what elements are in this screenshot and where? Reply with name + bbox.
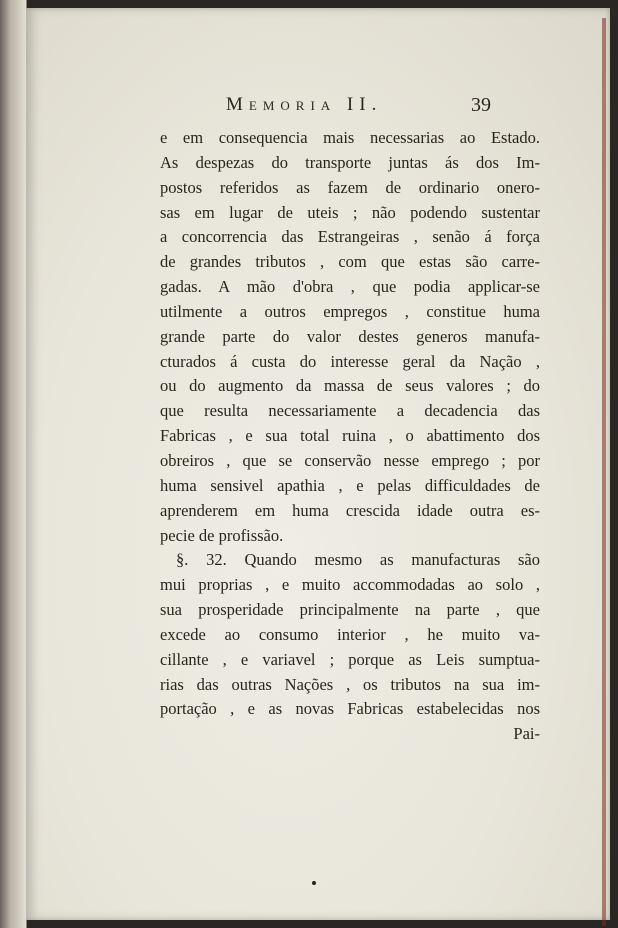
book-page	[26, 8, 610, 920]
text-line: utilmente a outros empregos , constitue huma	[160, 301, 540, 321]
catchword: Pai-	[513, 724, 540, 744]
text-line: cturados á custa do interesse geral da Nação ,	[160, 351, 540, 371]
text-line: mui proprias , e muito accommodadas ao solo ,	[160, 575, 540, 595]
text-line: gadas. A mão d'obra , que podia applicar-se	[160, 277, 540, 297]
text-line: portação , e as novas Fabricas estabelecidas nos	[160, 699, 540, 719]
text-line: pecie de profissão.	[160, 525, 284, 545]
text-line: excede ao consumo interior , he muito va-	[160, 624, 540, 644]
page-header	[226, 94, 526, 124]
page-number: 39	[471, 94, 491, 116]
text-line: postos referidos as fazem de ordinario onero-	[160, 177, 540, 197]
section-line: §. 32. Quando mesmo as manufacturas são	[176, 550, 540, 570]
book-spine	[0, 0, 27, 928]
text-line: aprenderem em huma crescida idade outra es-	[160, 500, 540, 520]
running-head: Memoria II.	[226, 94, 383, 115]
text-line: que resulta necessariamente a decadencia das	[160, 401, 540, 421]
text-line: grande parte do valor destes generos manufa-	[160, 326, 540, 346]
signature-mark	[312, 881, 316, 885]
text-line: sas em lugar de uteis ; não podendo sustentar	[160, 202, 540, 222]
text-line: ou do augmento da massa de seus valores ; do	[160, 376, 540, 396]
text-line: As despezas do transporte juntas ás dos Im-	[160, 152, 540, 172]
text-line: de grandes tributos , com que estas são carre-	[160, 252, 540, 272]
text-line: a concorrencia das Estrangeiras , senão á força	[160, 227, 540, 247]
text-line: cillante , e variavel ; porque as Leis sumptua-	[160, 649, 540, 669]
text-line: huma sensivel apathia , e pelas difficuldades de	[160, 475, 540, 495]
text-line: rias das outras Nações , os tributos na sua im-	[160, 674, 540, 694]
text-line: e em consequencia mais necessarias ao Estado.	[160, 128, 540, 147]
page-edge	[602, 18, 606, 926]
text-line: obreiros , que se conservão nesse emprego ; por	[160, 450, 540, 470]
body-text	[160, 126, 540, 747]
text-line: Fabricas , e sua total ruina , o abattimento dos	[160, 426, 540, 446]
text-line: sua prosperidade principalmente na parte , que	[160, 600, 540, 620]
